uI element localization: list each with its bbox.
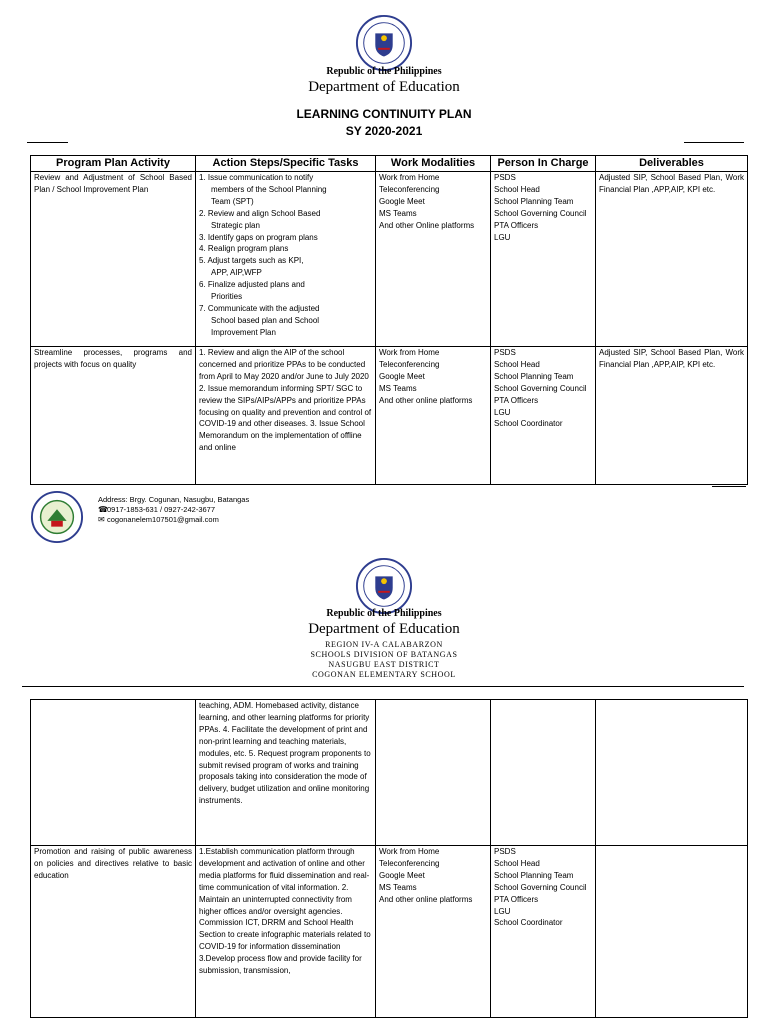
department-title: Department of Education [308, 621, 460, 637]
step-item: 4. Realign program plans [199, 244, 289, 254]
email-text: cogonanelem107501@gmail.com [107, 515, 219, 524]
header-divider [22, 686, 744, 687]
phone-line [98, 505, 249, 515]
envelope-icon: ✉ [98, 515, 105, 524]
table-header-row [31, 156, 748, 172]
contact-info [98, 495, 249, 525]
deped-seal-icon [355, 14, 413, 72]
steps-cell: teaching, ADM. Homebased activity, distance learning, and other learning platforms for priority PPAs. 4. Facilitate the development of print and non-print learning and teaching materials, modules, etc. 5. Request program proponents to submit revised program of works and training proposals taking into consideration the mode of delivery, budget utilization and online monitoring instruments. [196, 700, 376, 846]
plan-title: LEARNING CONTINUITY PLAN [296, 107, 472, 121]
person-cell [491, 700, 596, 846]
plan-table-2 [30, 699, 748, 1018]
activity-cell: Promotion and raising of public awareness on policies and directives relative to basic education [31, 846, 196, 1018]
step-item: 3. Identify gaps on program plans [199, 232, 318, 242]
activity-cell: Review and Adjustment of School Based Plan / School Improvement Plan [31, 172, 196, 347]
step-item: 1. Issue communication to notify members of the School Planning Team (SPT) [199, 173, 327, 206]
activity-cell: Streamline processes, programs and projects with focus on quality [31, 347, 196, 485]
school-label: COGONAN ELEMENTARY SCHOOL [312, 670, 456, 679]
deliverables-cell: Adjusted SIP, School Based Plan, Work Financial Plan ,APP,AIP, KPI etc. [596, 172, 748, 347]
steps-cell [196, 172, 376, 347]
table-row [31, 347, 748, 485]
table-row [31, 846, 748, 1018]
department-title: Department of Education [308, 79, 460, 95]
table-row [31, 172, 748, 347]
modalities-cell: Work from Home Teleconferencing Google Meet MS Teams And other online platforms [376, 347, 491, 485]
division-label: SCHOOLS DIVISION OF BATANGAS [310, 650, 458, 659]
deliverables-cell: Adjusted SIP, School Based Plan, Work Financial Plan ,APP,AIP, KPI etc. [596, 347, 748, 485]
republic-label: Republic of the Philippines [326, 66, 442, 77]
step-item: 7. Communicate with the adjusted School based plan and School Improvement Plan [199, 303, 320, 337]
step-item: 6. Finalize adjusted plans and Priorities [199, 280, 305, 302]
steps-cell: 1. Review and align the AIP of the school concerned and prioritize PPAs to be conducted from April to May 2020 and/or June to July 2020 2. Issue memorandum informing SPT/ SGC to review the SIPs/AIPs/APPs and prioritize PPAs focusing on quality and prevention and control of COVID-19 and other diseases. 3. Issue School Memorandum on the implementation of offline and online [196, 347, 376, 485]
step-item: 5. Adjust targets such as KPI, APP, AIP,WFP [199, 256, 304, 278]
deliverables-cell [596, 846, 748, 1018]
district-label: NASUGBU EAST DISTRICT [328, 660, 440, 669]
page-2 [0, 535, 768, 1024]
deliverables-cell [596, 700, 748, 846]
person-cell: PSDS School Head School Planning Team School Governing Council PTA Officers LGU [491, 172, 596, 347]
steps-list [199, 172, 372, 339]
person-cell: PSDS School Head School Planning Team School Governing Council PTA Officers LGU School Coordinator [491, 846, 596, 1018]
steps-cell: 1.Establish communication platform through development and activation of online and other media platforms for fluid dissemination and real-time communication of vital information. 2. Maintain an uninterrupted connectivity from higher offices and/or oversight agencies. Commission ICT, DRRM and School Health Section to create infographic materials related to COVID-19 for information dissemination 3.Develop process flow and provide facility for submission, transmission, [196, 846, 376, 1018]
activity-cell [31, 700, 196, 846]
column-header: Person In Charge [491, 156, 596, 172]
deped-seal-icon [355, 557, 413, 615]
region-label: REGION IV-A CALABARZON [325, 640, 443, 649]
divider-bottom-right [712, 486, 746, 487]
email-line [98, 515, 249, 525]
modalities-cell [376, 700, 491, 846]
divider-right [684, 142, 744, 143]
phone-icon: ☎ [98, 505, 108, 514]
plan-table-1 [30, 155, 748, 485]
divider-left [27, 142, 68, 143]
footer [30, 490, 330, 535]
modalities-cell: Work from Home Teleconferencing Google Meet MS Teams And other online platforms [376, 846, 491, 1018]
step-item: 2. Review and align School Based Strategic plan [199, 208, 321, 230]
column-header: Deliverables [596, 156, 748, 172]
modalities-cell: Work from Home Teleconferencing Google Meet MS Teams And other Online platforms [376, 172, 491, 347]
republic-label: Republic of the Philippines [326, 608, 442, 619]
column-header: Work Modalities [376, 156, 491, 172]
person-cell: PSDS School Head School Planning Team School Governing Council PTA Officers LGU School Coordinator [491, 347, 596, 485]
address-text: Address: Brgy. Cogunan, Nasugbu, Batangas [98, 495, 250, 504]
column-header: Action Steps/Specific Tasks [196, 156, 376, 172]
phone-text: 0917-1853-631 / 0927-242-3677 [107, 505, 216, 514]
school-year: SY 2020-2021 [345, 124, 423, 138]
column-header: Program Plan Activity [31, 156, 196, 172]
table-row [31, 700, 748, 846]
